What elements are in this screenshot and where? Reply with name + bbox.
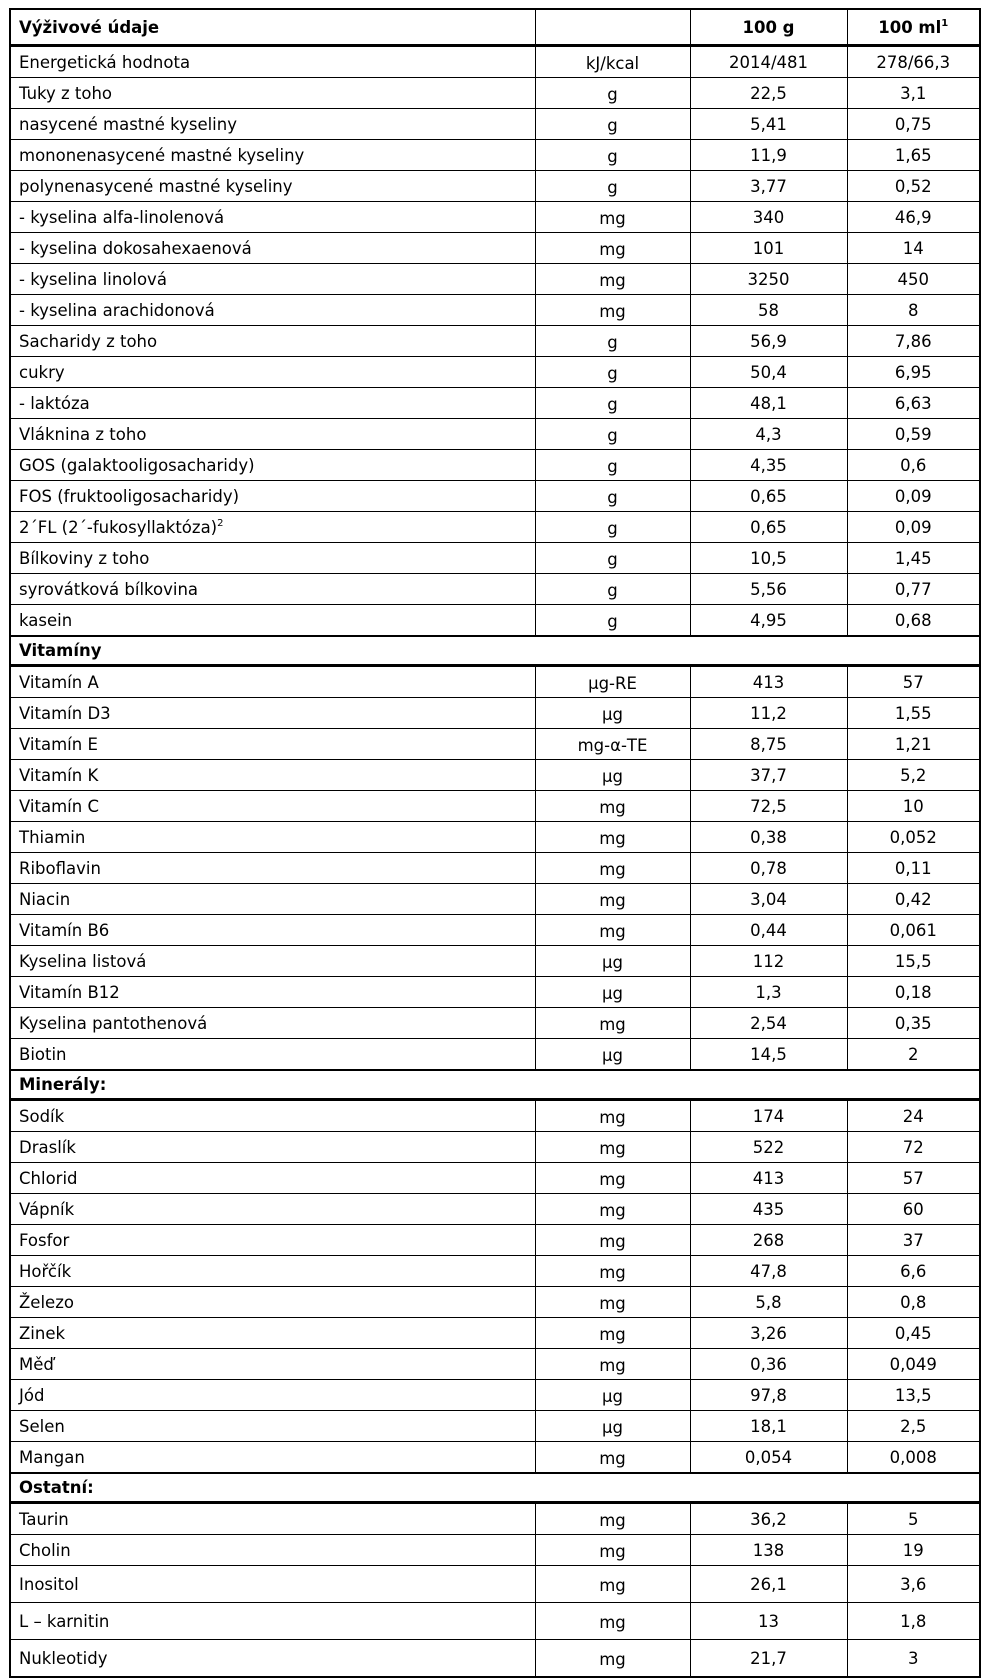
- nutrient-name: Vitamín D3: [10, 698, 535, 729]
- nutrient-name: polynenasycené mastné kyseliny: [10, 171, 535, 202]
- nutrient-name: Thiamin: [10, 822, 535, 853]
- table-row: [10, 46, 980, 78]
- table-row: [10, 1603, 980, 1640]
- value-per-100ml: 0,42: [847, 884, 980, 915]
- nutrient-name: kasein: [10, 605, 535, 637]
- nutrient-unit: mg: [535, 1008, 690, 1039]
- nutrient-unit: µg-RE: [535, 666, 690, 698]
- section-header-other: [10, 1473, 980, 1503]
- value-per-100ml: 6,95: [847, 357, 980, 388]
- table-row: [10, 109, 980, 140]
- value-per-100g: 413: [690, 666, 847, 698]
- header-100g: 100 g: [690, 9, 847, 46]
- value-per-100g: 435: [690, 1194, 847, 1225]
- value-per-100ml: 60: [847, 1194, 980, 1225]
- nutrient-name: Chlorid: [10, 1163, 535, 1194]
- value-per-100ml: 0,09: [847, 481, 980, 512]
- nutrient-unit: µg: [535, 1039, 690, 1071]
- value-per-100g: 0,054: [690, 1442, 847, 1474]
- nutrient-unit: kJ/kcal: [535, 46, 690, 78]
- header-100ml-footnote: 1: [941, 17, 949, 29]
- value-per-100ml: 6,63: [847, 388, 980, 419]
- nutrient-unit: mg: [535, 1503, 690, 1535]
- table-row: [10, 450, 980, 481]
- value-per-100ml: 0,6: [847, 450, 980, 481]
- header-100ml-label: 100 ml: [878, 17, 942, 37]
- nutrient-unit: g: [535, 512, 690, 543]
- table-row: [10, 326, 980, 357]
- table-row: [10, 791, 980, 822]
- table-row: [10, 1380, 980, 1411]
- value-per-100g: 268: [690, 1225, 847, 1256]
- nutrient-unit: g: [535, 605, 690, 637]
- value-per-100ml: 3,6: [847, 1566, 980, 1603]
- nutrient-name: Tuky z toho: [10, 78, 535, 109]
- value-per-100ml: 0,59: [847, 419, 980, 450]
- nutrient-unit: mg: [535, 1640, 690, 1678]
- value-per-100ml: 450: [847, 264, 980, 295]
- table-row: [10, 977, 980, 1008]
- table-row: [10, 1535, 980, 1566]
- nutrient-name-text: 2´FL (2´-fukosyllaktóza): [19, 517, 218, 537]
- nutrient-name: Taurin: [10, 1503, 535, 1535]
- value-per-100ml: 3: [847, 1640, 980, 1678]
- value-per-100g: 56,9: [690, 326, 847, 357]
- table-row: [10, 1640, 980, 1678]
- nutrient-name: FOS (fruktooligosacharidy): [10, 481, 535, 512]
- nutrient-name: Sacharidy z toho: [10, 326, 535, 357]
- table-row: [10, 574, 980, 605]
- nutrient-unit: mg: [535, 1256, 690, 1287]
- value-per-100ml: 0,18: [847, 977, 980, 1008]
- value-per-100ml: 46,9: [847, 202, 980, 233]
- nutrient-name: cukry: [10, 357, 535, 388]
- table-row: [10, 946, 980, 977]
- table-row: [10, 388, 980, 419]
- table-row: [10, 264, 980, 295]
- table-row: [10, 915, 980, 946]
- nutrient-name: - laktóza: [10, 388, 535, 419]
- nutrient-unit: mg: [535, 202, 690, 233]
- nutrition-facts-sheet: [9, 8, 979, 1678]
- value-per-100g: 97,8: [690, 1380, 847, 1411]
- nutrient-unit: µg: [535, 1411, 690, 1442]
- nutrient-name: Vápník: [10, 1194, 535, 1225]
- value-per-100g: 4,35: [690, 450, 847, 481]
- value-per-100ml: 1,65: [847, 140, 980, 171]
- nutrient-name: Měď: [10, 1349, 535, 1380]
- value-per-100ml: 0,77: [847, 574, 980, 605]
- value-per-100ml: 1,55: [847, 698, 980, 729]
- value-per-100g: 18,1: [690, 1411, 847, 1442]
- nutrient-unit: µg: [535, 760, 690, 791]
- value-per-100g: 72,5: [690, 791, 847, 822]
- value-per-100g: 413: [690, 1163, 847, 1194]
- nutrient-unit: µg: [535, 1380, 690, 1411]
- nutrient-name: Inositol: [10, 1566, 535, 1603]
- value-per-100ml: 0,35: [847, 1008, 980, 1039]
- value-per-100g: 0,65: [690, 512, 847, 543]
- value-per-100ml: 37: [847, 1225, 980, 1256]
- table-row: [10, 666, 980, 698]
- value-per-100ml: 7,86: [847, 326, 980, 357]
- value-per-100ml: 0,061: [847, 915, 980, 946]
- section-header-vitamins: [10, 636, 980, 666]
- table-row: [10, 419, 980, 450]
- value-per-100ml: 0,11: [847, 853, 980, 884]
- value-per-100g: 21,7: [690, 1640, 847, 1678]
- nutrient-unit: g: [535, 481, 690, 512]
- value-per-100g: 14,5: [690, 1039, 847, 1071]
- value-per-100g: 47,8: [690, 1256, 847, 1287]
- value-per-100g: 48,1: [690, 388, 847, 419]
- nutrient-unit: g: [535, 388, 690, 419]
- table-row: [10, 1225, 980, 1256]
- value-per-100g: 22,5: [690, 78, 847, 109]
- nutrient-name: Vitamín E: [10, 729, 535, 760]
- nutrient-unit: mg: [535, 1194, 690, 1225]
- value-per-100ml: 15,5: [847, 946, 980, 977]
- table-row: [10, 78, 980, 109]
- section-title: Minerály:: [10, 1070, 980, 1100]
- value-per-100ml: 2,5: [847, 1411, 980, 1442]
- nutrient-unit: g: [535, 140, 690, 171]
- table-row: [10, 1194, 980, 1225]
- value-per-100g: 3250: [690, 264, 847, 295]
- header-100ml: [847, 9, 980, 46]
- nutrient-name: Biotin: [10, 1039, 535, 1071]
- value-per-100ml: 5: [847, 1503, 980, 1535]
- nutrient-name: Mangan: [10, 1442, 535, 1474]
- nutrient-unit: mg: [535, 884, 690, 915]
- value-per-100ml: 1,8: [847, 1603, 980, 1640]
- value-per-100ml: 2: [847, 1039, 980, 1071]
- value-per-100g: 1,3: [690, 977, 847, 1008]
- table-row: [10, 884, 980, 915]
- value-per-100ml: 72: [847, 1132, 980, 1163]
- nutrient-unit: mg: [535, 915, 690, 946]
- nutrient-name: nasycené mastné kyseliny: [10, 109, 535, 140]
- nutrient-name: Fosfor: [10, 1225, 535, 1256]
- value-per-100g: 3,04: [690, 884, 847, 915]
- nutrient-name: Niacin: [10, 884, 535, 915]
- nutrient-unit: mg: [535, 1535, 690, 1566]
- value-per-100g: 2014/481: [690, 46, 847, 78]
- table-row: [10, 357, 980, 388]
- table-row: [10, 729, 980, 760]
- value-per-100ml: 57: [847, 1163, 980, 1194]
- value-per-100ml: 10: [847, 791, 980, 822]
- value-per-100g: 0,44: [690, 915, 847, 946]
- nutrient-unit: mg: [535, 1318, 690, 1349]
- value-per-100ml: 278/66,3: [847, 46, 980, 78]
- nutrient-name: Hořčík: [10, 1256, 535, 1287]
- table-header-row: [10, 9, 980, 46]
- nutrient-name: Železo: [10, 1287, 535, 1318]
- value-per-100ml: 3,1: [847, 78, 980, 109]
- nutrient-unit: mg: [535, 233, 690, 264]
- value-per-100g: 2,54: [690, 1008, 847, 1039]
- section-header-minerals: [10, 1070, 980, 1100]
- header-label: Výživové údaje: [10, 9, 535, 46]
- value-per-100ml: 6,6: [847, 1256, 980, 1287]
- value-per-100ml: 0,8: [847, 1287, 980, 1318]
- nutrition-table: [9, 8, 981, 1678]
- nutrient-unit: g: [535, 543, 690, 574]
- nutrient-name: Vitamín A: [10, 666, 535, 698]
- table-row: [10, 1503, 980, 1535]
- value-per-100g: 0,38: [690, 822, 847, 853]
- table-row: [10, 512, 980, 543]
- value-per-100g: 112: [690, 946, 847, 977]
- value-per-100g: 26,1: [690, 1566, 847, 1603]
- nutrient-unit: mg: [535, 1225, 690, 1256]
- value-per-100ml: 0,09: [847, 512, 980, 543]
- nutrient-name: Vitamín B12: [10, 977, 535, 1008]
- value-per-100g: 58: [690, 295, 847, 326]
- nutrient-unit: mg: [535, 295, 690, 326]
- value-per-100ml: 1,45: [847, 543, 980, 574]
- nutrient-unit: mg: [535, 1163, 690, 1194]
- table-row: [10, 1411, 980, 1442]
- table-row: [10, 1039, 980, 1071]
- nutrient-unit: g: [535, 450, 690, 481]
- nutrient-unit: g: [535, 171, 690, 202]
- nutrient-name: Selen: [10, 1411, 535, 1442]
- value-per-100g: 5,8: [690, 1287, 847, 1318]
- nutrient-name: Energetická hodnota: [10, 46, 535, 78]
- nutrient-unit: mg: [535, 1132, 690, 1163]
- header-unit: [535, 9, 690, 46]
- nutrient-unit: mg: [535, 1349, 690, 1380]
- value-per-100ml: 8: [847, 295, 980, 326]
- value-per-100g: 8,75: [690, 729, 847, 760]
- table-row: [10, 202, 980, 233]
- value-per-100g: 3,26: [690, 1318, 847, 1349]
- value-per-100ml: 24: [847, 1100, 980, 1132]
- nutrient-name: Kyselina listová: [10, 946, 535, 977]
- value-per-100g: 37,7: [690, 760, 847, 791]
- value-per-100ml: 14: [847, 233, 980, 264]
- nutrient-name: Jód: [10, 1380, 535, 1411]
- nutrient-name: L – karnitin: [10, 1603, 535, 1640]
- table-row: [10, 543, 980, 574]
- value-per-100g: 50,4: [690, 357, 847, 388]
- nutrient-name: - kyselina arachidonová: [10, 295, 535, 326]
- table-row: [10, 140, 980, 171]
- table-row: [10, 1008, 980, 1039]
- nutrient-unit: mg: [535, 1100, 690, 1132]
- table-row: [10, 822, 980, 853]
- table-row: [10, 1132, 980, 1163]
- table-row: [10, 853, 980, 884]
- nutrient-name: Kyselina pantothenová: [10, 1008, 535, 1039]
- value-per-100ml: 0,45: [847, 1318, 980, 1349]
- value-per-100ml: 5,2: [847, 760, 980, 791]
- nutrient-name: Vitamín B6: [10, 915, 535, 946]
- table-row: [10, 481, 980, 512]
- value-per-100ml: 0,75: [847, 109, 980, 140]
- table-row: [10, 698, 980, 729]
- nutrient-unit: g: [535, 574, 690, 605]
- value-per-100g: 13: [690, 1603, 847, 1640]
- nutrient-name: Zinek: [10, 1318, 535, 1349]
- table-row: [10, 1100, 980, 1132]
- value-per-100g: 10,5: [690, 543, 847, 574]
- table-row: [10, 1442, 980, 1474]
- value-per-100g: 5,41: [690, 109, 847, 140]
- table-row: [10, 295, 980, 326]
- nutrient-unit: mg-α-TE: [535, 729, 690, 760]
- nutrient-name: mononenasycené mastné kyseliny: [10, 140, 535, 171]
- nutrient-unit: g: [535, 78, 690, 109]
- value-per-100g: 0,65: [690, 481, 847, 512]
- nutrient-name: - kyselina dokosahexaenová: [10, 233, 535, 264]
- value-per-100g: 0,36: [690, 1349, 847, 1380]
- nutrient-unit: mg: [535, 822, 690, 853]
- nutrient-unit: g: [535, 419, 690, 450]
- nutrient-name: Vitamín C: [10, 791, 535, 822]
- nutrient-unit: mg: [535, 1566, 690, 1603]
- value-per-100g: 174: [690, 1100, 847, 1132]
- nutrient-name: Nukleotidy: [10, 1640, 535, 1678]
- table-row: [10, 1566, 980, 1603]
- value-per-100g: 340: [690, 202, 847, 233]
- table-row: [10, 605, 980, 637]
- nutrient-name: - kyselina linolová: [10, 264, 535, 295]
- nutrient-unit: mg: [535, 264, 690, 295]
- value-per-100g: 101: [690, 233, 847, 264]
- value-per-100ml: 0,008: [847, 1442, 980, 1474]
- section-title: Vitamíny: [10, 636, 980, 666]
- value-per-100ml: 0,52: [847, 171, 980, 202]
- nutrient-unit: g: [535, 357, 690, 388]
- nutrient-name: syrovátková bílkovina: [10, 574, 535, 605]
- value-per-100g: 4,95: [690, 605, 847, 637]
- nutrient-name: Cholin: [10, 1535, 535, 1566]
- value-per-100g: 11,2: [690, 698, 847, 729]
- nutrient-name: Bílkoviny z toho: [10, 543, 535, 574]
- section-title: Ostatní:: [10, 1473, 980, 1503]
- nutrient-unit: µg: [535, 977, 690, 1008]
- nutrient-unit: g: [535, 326, 690, 357]
- nutrient-name: Riboflavin: [10, 853, 535, 884]
- value-per-100g: 5,56: [690, 574, 847, 605]
- table-row: [10, 1349, 980, 1380]
- nutrient-unit: mg: [535, 1442, 690, 1474]
- value-per-100g: 3,77: [690, 171, 847, 202]
- nutrient-name: [10, 512, 535, 543]
- nutrition-table-body: [10, 9, 980, 1677]
- value-per-100g: 4,3: [690, 419, 847, 450]
- nutrient-unit: µg: [535, 698, 690, 729]
- table-row: [10, 233, 980, 264]
- value-per-100g: 522: [690, 1132, 847, 1163]
- value-per-100g: 11,9: [690, 140, 847, 171]
- value-per-100ml: 57: [847, 666, 980, 698]
- footnote-marker: 2: [217, 517, 224, 529]
- nutrient-name: - kyselina alfa-linolenová: [10, 202, 535, 233]
- nutrient-unit: mg: [535, 1603, 690, 1640]
- nutrient-name: GOS (galaktooligosacharidy): [10, 450, 535, 481]
- value-per-100ml: 0,049: [847, 1349, 980, 1380]
- value-per-100g: 0,78: [690, 853, 847, 884]
- table-row: [10, 1318, 980, 1349]
- value-per-100ml: 0,052: [847, 822, 980, 853]
- value-per-100ml: 13,5: [847, 1380, 980, 1411]
- nutrient-unit: g: [535, 109, 690, 140]
- nutrient-name: Vitamín K: [10, 760, 535, 791]
- table-row: [10, 1256, 980, 1287]
- value-per-100ml: 19: [847, 1535, 980, 1566]
- table-row: [10, 171, 980, 202]
- table-row: [10, 760, 980, 791]
- value-per-100ml: 1,21: [847, 729, 980, 760]
- nutrient-name: Sodík: [10, 1100, 535, 1132]
- value-per-100ml: 0,68: [847, 605, 980, 637]
- table-row: [10, 1163, 980, 1194]
- value-per-100g: 36,2: [690, 1503, 847, 1535]
- nutrient-unit: mg: [535, 1287, 690, 1318]
- nutrient-unit: mg: [535, 853, 690, 884]
- nutrient-name: Draslík: [10, 1132, 535, 1163]
- nutrient-unit: mg: [535, 791, 690, 822]
- table-row: [10, 1287, 980, 1318]
- nutrient-unit: µg: [535, 946, 690, 977]
- value-per-100g: 138: [690, 1535, 847, 1566]
- nutrient-name: Vláknina z toho: [10, 419, 535, 450]
